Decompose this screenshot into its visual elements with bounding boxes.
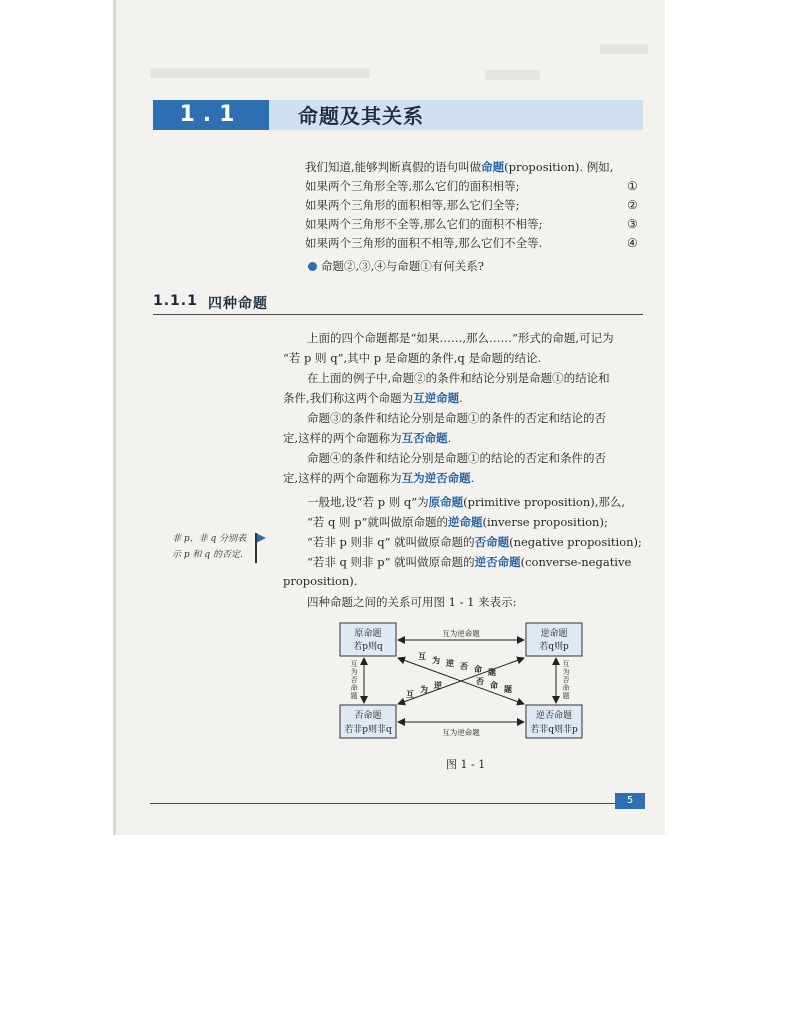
- box-contrapositive-title: 逆否命题: [535, 711, 573, 721]
- term-original: 原命题: [428, 495, 464, 509]
- label-top: 互为逆命题: [442, 629, 480, 638]
- body-p4-line2: 定,这样的两个命题称为互为逆否命题.: [283, 471, 475, 485]
- box-contrapositive-sub: 若非q则非p: [530, 725, 578, 735]
- svg-text:题: 题: [562, 692, 570, 700]
- proposition-1-text: 如果两个三角形全等,那么它们的面积相等;: [305, 179, 520, 193]
- figure-caption: 图 1 - 1: [446, 758, 486, 771]
- body-p5-line5: proposition).: [283, 574, 358, 588]
- question-line: [308, 258, 484, 275]
- svg-text:互: 互: [406, 689, 414, 699]
- term-converse: 互逆命题: [413, 391, 460, 405]
- footer-rule: [150, 803, 615, 804]
- svg-text:逆: 逆: [434, 680, 442, 690]
- flag-pole: [255, 533, 257, 563]
- svg-text:互: 互: [350, 660, 358, 668]
- term-inverse-proposition: 逆命题: [447, 515, 483, 529]
- body-p4-line1: 命题④的条件和结论分别是命题①的结论的否定和条件的否: [307, 451, 606, 465]
- svg-text:为: 为: [350, 668, 358, 676]
- body-p5-line3: “若非 p 则非 q” 就叫做原命题的否命题(negative proposition);: [307, 535, 642, 549]
- svg-text:逆: 逆: [446, 658, 454, 668]
- term-converse-negative: 逆否命题: [474, 555, 521, 569]
- proposition-2-number: ②: [627, 198, 638, 212]
- page-edge: [113, 0, 116, 835]
- svg-text:题: 题: [488, 667, 496, 677]
- section-number: 1.1: [153, 100, 269, 130]
- subsection-title: 四种命题: [208, 296, 268, 312]
- box-inverse-sub: 若q则p: [539, 642, 569, 652]
- body-p5-line1: 一般地,设“若 p 则 q”为原命题(primitive proposition),那么,: [307, 495, 626, 509]
- svg-text:命: 命: [350, 684, 358, 692]
- label-diagonal-1: [418, 651, 496, 677]
- body-p2-line1: 在上面的例子中,命题②的条件和结论分别是命题①的结论和: [307, 371, 610, 385]
- svg-text:否: 否: [476, 676, 484, 686]
- page-number: 5: [615, 793, 645, 809]
- box-inverse-title: 逆命题: [540, 629, 568, 639]
- proposition-2-text: 如果两个三角形的面积相等,那么它们全等;: [305, 198, 520, 212]
- question-text: 命题②,③,④与命题①有何关系?: [321, 259, 484, 273]
- svg-text:为: 为: [562, 668, 570, 676]
- svg-text:否: 否: [350, 676, 358, 684]
- section-title: 命题及其关系: [298, 104, 424, 128]
- box-original-title: 原命题: [354, 629, 382, 639]
- box-original-sub: 若p则q: [353, 642, 383, 652]
- svg-text:题: 题: [350, 692, 358, 700]
- bleed-through-mark: [600, 44, 648, 54]
- side-note-line1: 非 p、非 q 分别表: [172, 534, 247, 544]
- intro-lead: 我们知道,能够判断真假的语句叫做命题(proposition). 例如,: [305, 160, 614, 174]
- svg-text:为: 为: [420, 684, 428, 694]
- svg-text:否: 否: [562, 676, 570, 684]
- body-p5-line2: “若 q 则 p”就叫做原命题的逆命题(inverse proposition);: [307, 515, 608, 529]
- bleed-through-mark: [150, 68, 370, 78]
- proposition-3-number: ③: [627, 217, 638, 231]
- label-left: [351, 660, 358, 700]
- box-negative-title: 否命题: [354, 711, 382, 721]
- body-p3-line1: 命题③的条件和结论分别是命题①的条件的否定和结论的否: [307, 411, 606, 425]
- term-proposition: 命题: [481, 160, 505, 174]
- subsection-number: 1.1.1: [153, 293, 198, 309]
- term-inverse: 互否命题: [401, 431, 448, 445]
- body-p6: 四种命题之间的关系可用图 1 - 1 来表示:: [307, 595, 517, 609]
- proposition-1-number: ①: [627, 179, 638, 193]
- question-bullet-icon: [308, 262, 317, 271]
- subsection-rule: [153, 314, 643, 315]
- svg-text:为: 为: [432, 655, 440, 665]
- svg-text:互: 互: [418, 651, 426, 661]
- term-negative-proposition: 否命题: [474, 535, 510, 549]
- label-bottom: 互为逆命题: [442, 728, 480, 737]
- proposition-4-number: ④: [627, 236, 638, 250]
- proposition-4-text: 如果两个三角形的面积不相等,那么它们不全等.: [305, 236, 543, 250]
- four-propositions-diagram: [330, 618, 590, 743]
- body-p1-line1: 上面的四个命题都是“如果……,那么……”形式的命题,可记为: [307, 331, 614, 345]
- svg-text:题: 题: [504, 684, 512, 694]
- bleed-through-mark: [485, 70, 540, 80]
- body-p2-line2: 条件,我们称这两个命题为互逆命题.: [283, 391, 463, 405]
- svg-text:命: 命: [474, 664, 482, 674]
- label-right: [563, 660, 570, 700]
- flag-icon: [256, 533, 266, 543]
- svg-text:命: 命: [490, 680, 498, 690]
- svg-text:否: 否: [460, 661, 468, 671]
- side-note-line2: 示 p 和 q 的否定.: [172, 550, 243, 560]
- box-negative-sub: 若非p则非q: [344, 725, 392, 735]
- body-p5-line4: “若非 q 则非 p” 就叫做原命题的逆否命题(converse-negative: [307, 555, 632, 569]
- term-contrapositive: 互为逆否命题: [401, 471, 471, 485]
- body-p3-line2: 定,这样的两个命题称为互否命题.: [283, 431, 452, 445]
- proposition-3-text: 如果两个三角形不全等,那么它们的面积不相等;: [305, 217, 543, 231]
- svg-text:命: 命: [562, 684, 570, 692]
- svg-text:互: 互: [562, 660, 570, 668]
- body-p1-line2: “若 p 则 q”,其中 p 是命题的条件,q 是命题的结论.: [283, 351, 542, 365]
